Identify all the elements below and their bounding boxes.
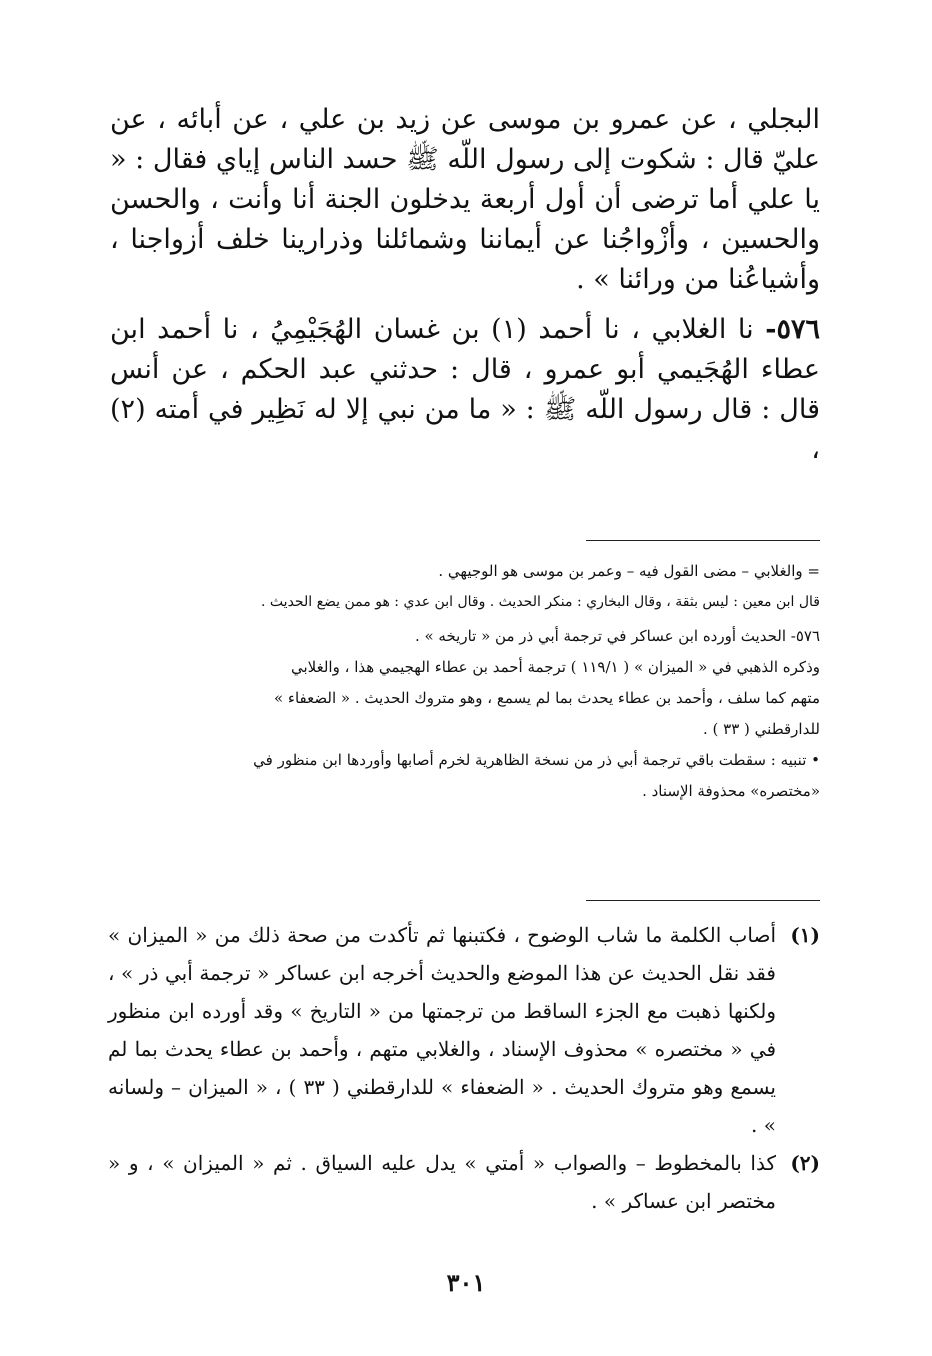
footnote-text: أصاب الكلمة ما شاب الوضوح ، فكتبنها ثم تأكدت من صحة ذلك من « الميزان » فقد نقل الحديث عن هذا الموضع والحديث أخرجه ابن عساكر « ترجمة أبي ذر » ، ولكنها ذهبت مع الجزء الساقط من ترجمتها من « التاريخ » وقد أورده ابن منظور في « مختصره » محذوف الإسناد ، والغلابي متهم ، وأحمد بن عطاء يحدث بما لم يسمع وهو متروك الحديث . « الضعفاء » للدارقطني ( ٣٣ ) ، « الميزان – ولسانه » . (108, 923, 776, 1137)
paragraph-2-text: نا الغلابي ، نا أحمد (١) بن غسان الهُجَيْمِيُ ، نا أحمد ابن عطاء الهُجَيمي أبو عمرو ، قال : حدثني عبد الحكم ، عن أنس قال : قال رسول اللّه ﷺ : « ما من نبي إلا له نَظِير في أمته (٢) ، (110, 314, 820, 465)
note-line: ٥٧٦- الحديث أورده ابن عساكر في ترجمة أبي ذر من « تاريخه » . (414, 627, 820, 645)
page-number: ٣٠١ (446, 1268, 486, 1297)
main-text (110, 100, 820, 470)
footnotes (108, 916, 820, 1220)
paragraph-1: البجلي ، عن عمرو بن موسى عن زيد بن علي ، عن أبائه ، عن عليّ قال : شكوت إلى رسول اللّه ﷺ حسد الناس إياي فقال : « يا علي أما ترضى أن أول أربعة يدخلون الجنة أنا وأنت ، والحسن والحسين ، وأزْواجُنا عن أيماننا وشمائلنا وذرارينا خلف أزواجنا ، وأشياعُنا من ورائنا » . (110, 104, 820, 295)
note-line: وذكره الذهبي في « الميزان » ( ١١٩/١ ) ترجمة أحمد بن عطاء الهجيمي هذا ، والغلابي (290, 658, 820, 676)
paragraph-2 (110, 310, 820, 470)
hadith-number: ٥٧٦- (765, 314, 820, 345)
footnote-number: (٢) (790, 1151, 820, 1175)
footnote (108, 916, 820, 1144)
note-line: «مختصره» محذوفة الإسناد . (642, 782, 820, 800)
footnote-text: كذا بالمخطوط – والصواب « أمتي » يدل عليه السياق . ثم « الميزان » ، و « مختصر ابن عساكر » . (108, 1151, 776, 1213)
note-line: متهم كما سلف ، وأحمد بن عطاء يحدث بما لم يسمع ، وهو متروك الحديث . « الضعفاء » (273, 689, 820, 707)
footnote-number: (١) (790, 923, 820, 947)
note-line: = والغلابي – مضى القول فيه – وعمر بن موسى هو الوجيهي . (438, 562, 820, 580)
separator-lower (586, 900, 820, 901)
note-line: للدارقطني ( ٣٣ ) . (703, 720, 820, 738)
footnote (108, 1144, 820, 1220)
upper-notes (120, 560, 820, 811)
note-line: • تنبيه : سقطت باقي ترجمة أبي ذر من نسخة الظاهرية لخرم أصابها وأوردها ابن منظور في (253, 751, 820, 769)
separator-upper (586, 540, 820, 541)
note-line: قال ابن معين : ليس بثقة ، وقال البخاري : منكر الحديث . وقال ابن عدي : هو ممن يضع الحديث . (261, 594, 820, 610)
